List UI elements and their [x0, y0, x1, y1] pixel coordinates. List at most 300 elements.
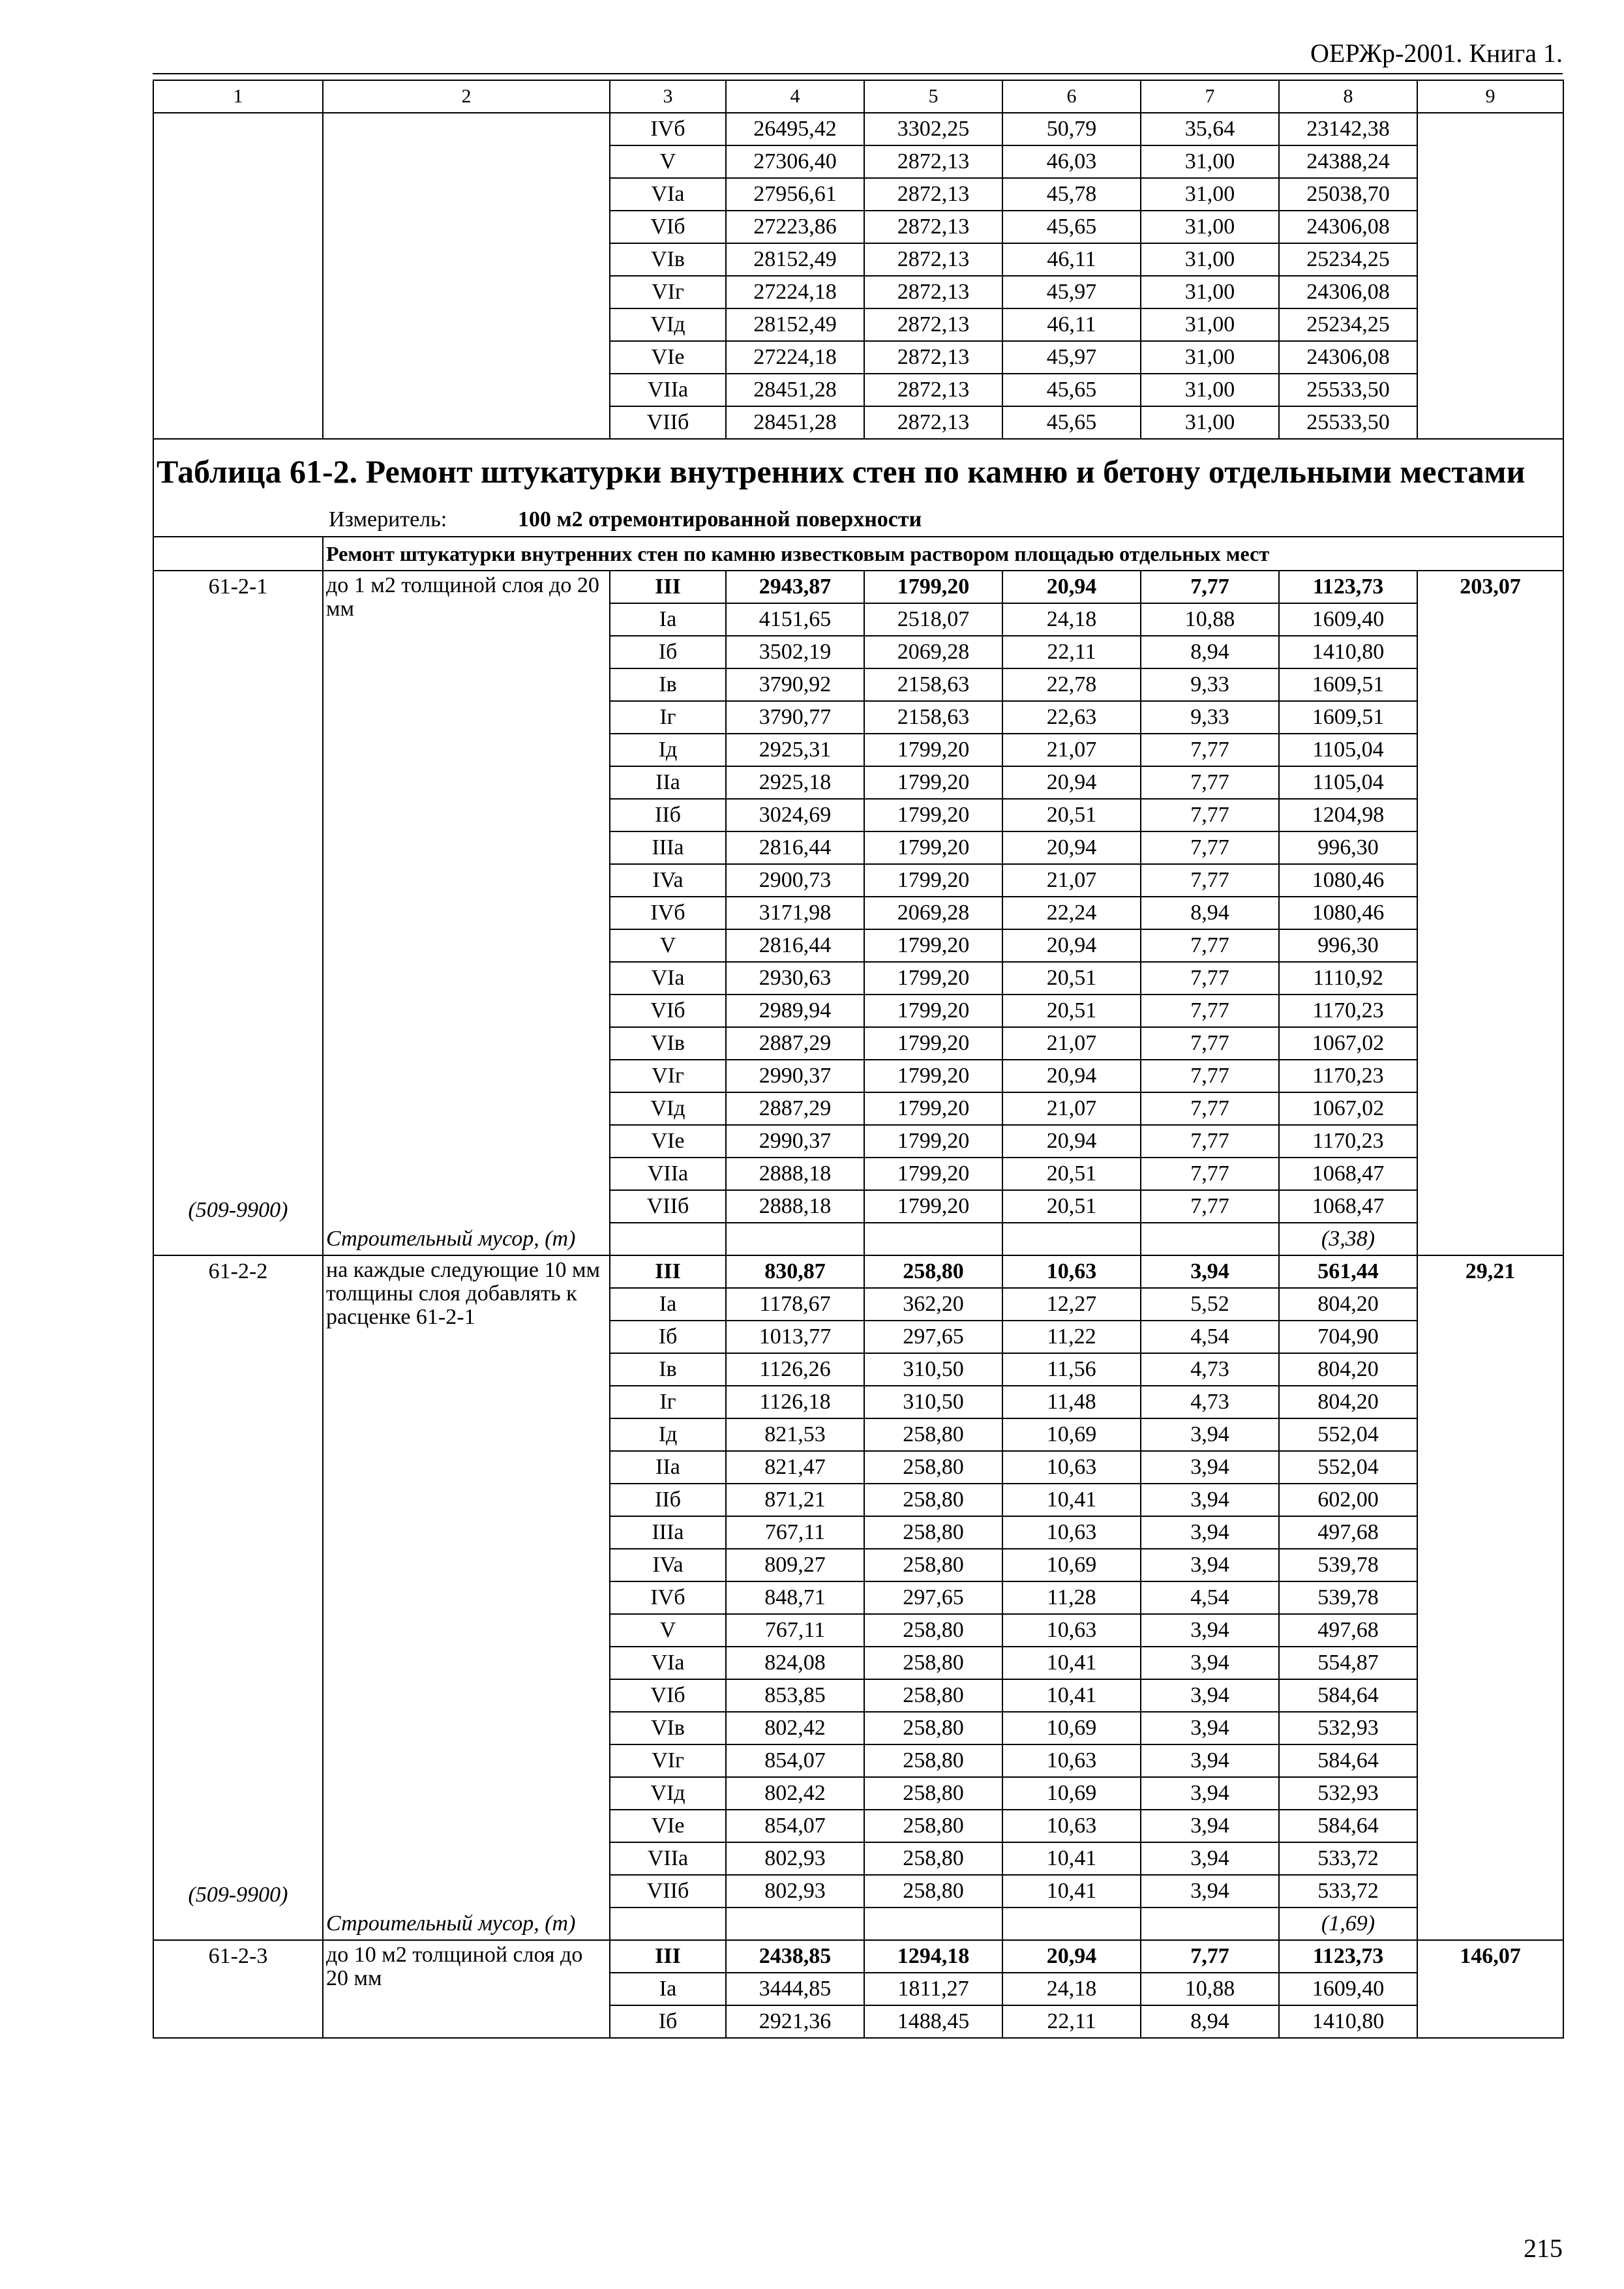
value-cell: 3,94 — [1141, 1255, 1279, 1288]
debris-empty-cell — [610, 1908, 726, 1940]
value-cell: IVб — [610, 897, 726, 929]
value-cell: 7,77 — [1141, 766, 1279, 799]
value-cell: VIe — [610, 1125, 726, 1158]
value-cell: 31,00 — [1141, 211, 1279, 243]
value-cell: 1799,20 — [864, 571, 1002, 603]
value-cell: 3,94 — [1141, 1614, 1279, 1647]
value-cell: VIг — [610, 1060, 726, 1092]
value-cell: Ia — [610, 1288, 726, 1321]
value-cell: 31,00 — [1141, 243, 1279, 276]
value-cell: 1799,20 — [864, 995, 1002, 1027]
value-cell: 24306,08 — [1279, 276, 1417, 308]
value-cell: 3,94 — [1141, 1647, 1279, 1679]
value-cell: 7,77 — [1141, 1190, 1279, 1223]
value-cell: 27224,18 — [726, 276, 864, 308]
total-cell: 203,07 — [1417, 571, 1563, 1255]
column-number-cell: 8 — [1279, 80, 1417, 113]
debris-empty-cell — [1141, 1908, 1279, 1940]
rate-code-wrap — [157, 571, 320, 1251]
value-cell: 3,94 — [1141, 1744, 1279, 1777]
table-title-row — [153, 439, 1563, 503]
value-cell: 1609,40 — [1279, 1973, 1417, 2005]
value-cell: Iб — [610, 2005, 726, 2038]
value-cell: 2887,29 — [726, 1027, 864, 1060]
value-cell: 27223,86 — [726, 211, 864, 243]
value-cell: 2930,63 — [726, 962, 864, 995]
section-title: Ремонт штукатурки внутренних стен по камню известковым раствором площадью отдельных мест — [323, 537, 1563, 571]
value-cell: 2069,28 — [864, 636, 1002, 668]
col9-cell — [1417, 113, 1563, 439]
value-cell: 2872,13 — [864, 308, 1002, 341]
header-rule — [153, 73, 1563, 74]
value-cell: 3,94 — [1141, 1549, 1279, 1581]
value-cell: 533,72 — [1279, 1842, 1417, 1875]
value-cell: 4,73 — [1141, 1353, 1279, 1386]
value-cell: V — [610, 929, 726, 962]
value-cell: 821,53 — [726, 1418, 864, 1451]
value-cell: 1067,02 — [1279, 1092, 1417, 1125]
value-cell: VIб — [610, 1679, 726, 1712]
value-cell: 532,93 — [1279, 1712, 1417, 1744]
value-cell: 497,68 — [1279, 1614, 1417, 1647]
value-cell: 10,63 — [1002, 1516, 1141, 1549]
debris-empty-cell — [726, 1223, 864, 1255]
column-number-cell: 5 — [864, 80, 1002, 113]
value-cell: 1799,20 — [864, 799, 1002, 831]
value-cell: 21,07 — [1002, 734, 1141, 766]
value-cell: VIa — [610, 178, 726, 211]
value-cell: 3171,98 — [726, 897, 864, 929]
value-cell: 3444,85 — [726, 1973, 864, 2005]
value-cell: VIг — [610, 1744, 726, 1777]
section-title-spacer — [153, 537, 323, 571]
value-cell: 2872,13 — [864, 374, 1002, 406]
value-cell: 35,64 — [1141, 113, 1279, 145]
value-cell: 46,03 — [1002, 145, 1141, 178]
value-cell: 7,77 — [1141, 831, 1279, 864]
value-cell: 1799,20 — [864, 766, 1002, 799]
rates-table-container — [153, 80, 1563, 2039]
value-cell: VIe — [610, 341, 726, 374]
value-cell: 1110,92 — [1279, 962, 1417, 995]
value-cell: 10,63 — [1002, 1744, 1141, 1777]
value-cell: IVa — [610, 864, 726, 897]
value-cell: IVa — [610, 1549, 726, 1581]
value-cell: 12,27 — [1002, 1288, 1141, 1321]
value-cell: 31,00 — [1141, 406, 1279, 439]
value-cell: 28152,49 — [726, 308, 864, 341]
value-cell: 1488,45 — [864, 2005, 1002, 2038]
value-cell: VIг — [610, 276, 726, 308]
value-cell: IVб — [610, 113, 726, 145]
table-title: Таблица 61-2. Ремонт штукатурки внутренних стен по камню и бетону отдельными местами — [153, 439, 1563, 503]
value-cell: 1123,73 — [1279, 1940, 1417, 1973]
value-cell: 584,64 — [1279, 1810, 1417, 1842]
value-cell: 1410,80 — [1279, 2005, 1417, 2038]
value-cell: 2872,13 — [864, 406, 1002, 439]
meter-label: Измеритель: — [329, 507, 447, 531]
value-cell: 1105,04 — [1279, 734, 1417, 766]
value-cell: 1170,23 — [1279, 995, 1417, 1027]
value-cell: 2888,18 — [726, 1190, 864, 1223]
value-cell: Iг — [610, 1386, 726, 1418]
value-cell: IIб — [610, 1484, 726, 1516]
value-cell: 3,94 — [1141, 1712, 1279, 1744]
value-cell: 258,80 — [864, 1549, 1002, 1581]
value-cell: 20,51 — [1002, 962, 1141, 995]
value-cell: 853,85 — [726, 1679, 864, 1712]
total-cell: 146,07 — [1417, 1940, 1563, 2038]
value-cell: 2069,28 — [864, 897, 1002, 929]
value-cell: 539,78 — [1279, 1581, 1417, 1614]
value-cell: 24306,08 — [1279, 211, 1417, 243]
value-cell: 2943,87 — [726, 571, 864, 603]
value-cell: 25533,50 — [1279, 374, 1417, 406]
value-cell: 1799,20 — [864, 962, 1002, 995]
value-cell: 46,11 — [1002, 243, 1141, 276]
value-cell: 2872,13 — [864, 178, 1002, 211]
debris-value: (3,38) — [1279, 1223, 1417, 1255]
rate-description: до 10 м2 толщиной слоя до 20 мм — [326, 1943, 583, 1990]
value-cell: 258,80 — [864, 1647, 1002, 1679]
value-cell: 21,07 — [1002, 864, 1141, 897]
value-cell: 1799,20 — [864, 1060, 1002, 1092]
value-cell: VIa — [610, 1647, 726, 1679]
value-cell: 3,94 — [1141, 1679, 1279, 1712]
value-cell: 3,94 — [1141, 1777, 1279, 1810]
value-cell: 22,24 — [1002, 897, 1141, 929]
value-cell: 22,78 — [1002, 668, 1141, 701]
value-cell: 1799,20 — [864, 929, 1002, 962]
value-cell: 45,65 — [1002, 374, 1141, 406]
value-cell: 1123,73 — [1279, 571, 1417, 603]
document-header-title: ОЕРЖр-2001. Книга 1. — [1310, 38, 1563, 68]
value-cell: 1294,18 — [864, 1940, 1002, 1973]
value-cell: III — [610, 1255, 726, 1288]
value-cell: 31,00 — [1141, 178, 1279, 211]
value-cell: 1799,20 — [864, 1092, 1002, 1125]
value-cell: 7,77 — [1141, 929, 1279, 962]
value-cell: 258,80 — [864, 1744, 1002, 1777]
debris-code: (509-9900) — [188, 1883, 288, 1907]
rate-description-wrap — [326, 571, 607, 1251]
value-cell: 533,72 — [1279, 1875, 1417, 1908]
rate-description-wrap — [326, 1941, 607, 2033]
debris-label: Строительный мусор, (т) — [326, 1227, 576, 1251]
value-cell: 50,79 — [1002, 113, 1141, 145]
total-cell: 29,21 — [1417, 1255, 1563, 1940]
value-cell: 3,94 — [1141, 1842, 1279, 1875]
value-cell: 24306,08 — [1279, 341, 1417, 374]
value-cell: Ia — [610, 603, 726, 636]
value-cell: 2925,18 — [726, 766, 864, 799]
value-cell: 31,00 — [1141, 341, 1279, 374]
value-cell: 258,80 — [864, 1255, 1002, 1288]
value-cell: 10,41 — [1002, 1647, 1141, 1679]
meter-value: 100 м2 отремонтированной поверхности — [518, 507, 922, 531]
rate-description-wrap — [326, 1256, 607, 1936]
value-cell: 1799,20 — [864, 831, 1002, 864]
value-cell: 1013,77 — [726, 1321, 864, 1353]
value-cell: 258,80 — [864, 1777, 1002, 1810]
value-cell: 824,08 — [726, 1647, 864, 1679]
value-cell: 1799,20 — [864, 1158, 1002, 1190]
value-cell: 1080,46 — [1279, 864, 1417, 897]
value-cell: 996,30 — [1279, 831, 1417, 864]
value-cell: 11,48 — [1002, 1386, 1141, 1418]
value-cell: IIIa — [610, 831, 726, 864]
value-cell: 3,94 — [1141, 1810, 1279, 1842]
value-cell: 2900,73 — [726, 864, 864, 897]
value-cell: 2872,13 — [864, 145, 1002, 178]
value-cell: VIв — [610, 243, 726, 276]
value-cell: 24,18 — [1002, 1973, 1141, 2005]
value-cell: 552,04 — [1279, 1418, 1417, 1451]
value-cell: 11,28 — [1002, 1581, 1141, 1614]
value-cell: Iв — [610, 1353, 726, 1386]
value-cell: 7,77 — [1141, 864, 1279, 897]
value-cell: 1080,46 — [1279, 897, 1417, 929]
column-number-cell: 2 — [323, 80, 610, 113]
debris-empty-cell — [1002, 1223, 1141, 1255]
value-cell: 7,77 — [1141, 734, 1279, 766]
value-cell: 2872,13 — [864, 211, 1002, 243]
value-cell: 25533,50 — [1279, 406, 1417, 439]
value-cell: 767,11 — [726, 1614, 864, 1647]
debris-empty-cell — [1141, 1223, 1279, 1255]
value-cell: 10,41 — [1002, 1484, 1141, 1516]
value-cell: 1105,04 — [1279, 766, 1417, 799]
value-cell: 854,07 — [726, 1744, 864, 1777]
value-cell: 7,77 — [1141, 1940, 1279, 1973]
value-cell: 3790,92 — [726, 668, 864, 701]
value-cell: 532,93 — [1279, 1777, 1417, 1810]
value-cell: 1799,20 — [864, 1125, 1002, 1158]
debris-empty-cell — [864, 1908, 1002, 1940]
value-cell: 5,52 — [1141, 1288, 1279, 1321]
value-cell: IIa — [610, 1451, 726, 1484]
value-cell: VIe — [610, 1810, 726, 1842]
value-cell: 2989,94 — [726, 995, 864, 1027]
value-cell: 24,18 — [1002, 603, 1141, 636]
debris-empty-cell — [864, 1223, 1002, 1255]
debris-empty-cell — [610, 1223, 726, 1255]
value-cell: 22,11 — [1002, 2005, 1141, 2038]
value-cell: 27224,18 — [726, 341, 864, 374]
value-cell: 20,94 — [1002, 766, 1141, 799]
value-cell: 46,11 — [1002, 308, 1141, 341]
value-cell: 4,54 — [1141, 1581, 1279, 1614]
value-cell: 561,44 — [1279, 1255, 1417, 1288]
value-cell: 10,63 — [1002, 1810, 1141, 1842]
value-cell: 554,87 — [1279, 1647, 1417, 1679]
value-cell: 11,22 — [1002, 1321, 1141, 1353]
value-cell: 2921,36 — [726, 2005, 864, 2038]
value-cell: VIIб — [610, 406, 726, 439]
value-cell: 258,80 — [864, 1418, 1002, 1451]
value-cell: VIд — [610, 308, 726, 341]
rate-code-cell — [153, 1940, 323, 2038]
page-number: 215 — [1524, 2234, 1563, 2263]
value-cell: 258,80 — [864, 1614, 1002, 1647]
value-cell: 10,41 — [1002, 1875, 1141, 1908]
value-cell: 20,94 — [1002, 831, 1141, 864]
value-cell: 9,33 — [1141, 668, 1279, 701]
value-cell: VIд — [610, 1777, 726, 1810]
value-cell: 258,80 — [864, 1875, 1002, 1908]
value-cell: 1799,20 — [864, 1190, 1002, 1223]
value-cell: 2887,29 — [726, 1092, 864, 1125]
value-cell: 22,11 — [1002, 636, 1141, 668]
value-cell: 10,69 — [1002, 1418, 1141, 1451]
value-cell: VIд — [610, 1092, 726, 1125]
value-cell: 10,69 — [1002, 1549, 1141, 1581]
value-cell: 20,94 — [1002, 1125, 1141, 1158]
value-cell: VIIa — [610, 1158, 726, 1190]
rate-code: 61-2-1 — [208, 575, 268, 599]
value-cell: 31,00 — [1141, 145, 1279, 178]
value-cell: 297,65 — [864, 1581, 1002, 1614]
value-cell: 20,94 — [1002, 1060, 1141, 1092]
value-cell: 497,68 — [1279, 1516, 1417, 1549]
value-cell: 24388,24 — [1279, 145, 1417, 178]
column-number-cell: 9 — [1417, 80, 1563, 113]
meter-row — [153, 503, 1563, 537]
value-cell: 3302,25 — [864, 113, 1002, 145]
value-cell: 7,77 — [1141, 571, 1279, 603]
value-cell: VIб — [610, 995, 726, 1027]
table-row — [153, 1940, 1563, 1973]
value-cell: 23142,38 — [1279, 113, 1417, 145]
column-number-cell: 1 — [153, 80, 323, 113]
value-cell: VIa — [610, 962, 726, 995]
value-cell: 10,63 — [1002, 1255, 1141, 1288]
value-cell: 2888,18 — [726, 1158, 864, 1190]
debris-label: Строительный мусор, (т) — [326, 1911, 576, 1936]
value-cell: 25038,70 — [1279, 178, 1417, 211]
value-cell: 10,69 — [1002, 1777, 1141, 1810]
value-cell: 45,78 — [1002, 178, 1141, 211]
value-cell: 10,41 — [1002, 1679, 1141, 1712]
value-cell: 704,90 — [1279, 1321, 1417, 1353]
column-number-cell: 6 — [1002, 80, 1141, 113]
value-cell: 20,51 — [1002, 799, 1141, 831]
value-cell: 2925,31 — [726, 734, 864, 766]
value-cell: 7,77 — [1141, 1158, 1279, 1190]
value-cell: 809,27 — [726, 1549, 864, 1581]
value-cell: 3024,69 — [726, 799, 864, 831]
value-cell: 3790,77 — [726, 701, 864, 734]
rate-description: на каждые следующие 10 мм толщины слоя добавлять к расценке 61-2-1 — [326, 1258, 601, 1329]
rate-code: 61-2-3 — [208, 1944, 268, 1968]
rate-code-cell — [153, 571, 323, 1255]
value-cell: 10,69 — [1002, 1712, 1141, 1744]
value-cell: 1126,26 — [726, 1353, 864, 1386]
rate-description-cell — [323, 571, 610, 1255]
value-cell: 1178,67 — [726, 1288, 864, 1321]
value-cell: 10,88 — [1141, 603, 1279, 636]
value-cell: 821,47 — [726, 1451, 864, 1484]
value-cell: 7,77 — [1141, 1060, 1279, 1092]
value-cell: 2990,37 — [726, 1060, 864, 1092]
value-cell: 258,80 — [864, 1810, 1002, 1842]
value-cell: III — [610, 571, 726, 603]
value-cell: 2872,13 — [864, 243, 1002, 276]
value-cell: 802,93 — [726, 1842, 864, 1875]
value-cell: IIIa — [610, 1516, 726, 1549]
meter-cell — [153, 503, 1563, 537]
value-cell: 310,50 — [864, 1353, 1002, 1386]
value-cell: Iд — [610, 734, 726, 766]
value-cell: VIIб — [610, 1875, 726, 1908]
section-title-row — [153, 537, 1563, 571]
value-cell: 31,00 — [1141, 374, 1279, 406]
value-cell: 21,07 — [1002, 1027, 1141, 1060]
value-cell: 1609,40 — [1279, 603, 1417, 636]
debris-code: (509-9900) — [188, 1198, 288, 1222]
value-cell: 21,07 — [1002, 1092, 1141, 1125]
value-cell: 10,63 — [1002, 1614, 1141, 1647]
value-cell: 871,21 — [726, 1484, 864, 1516]
value-cell: 7,77 — [1141, 995, 1279, 1027]
value-cell: 1799,20 — [864, 864, 1002, 897]
value-cell: 802,42 — [726, 1712, 864, 1744]
value-cell: VIIa — [610, 1842, 726, 1875]
value-cell: 20,94 — [1002, 929, 1141, 962]
value-cell: IIб — [610, 799, 726, 831]
value-cell: 7,77 — [1141, 962, 1279, 995]
value-cell: 1204,98 — [1279, 799, 1417, 831]
value-cell: 20,94 — [1002, 571, 1141, 603]
value-cell: 2816,44 — [726, 831, 864, 864]
value-cell: VIв — [610, 1027, 726, 1060]
debris-empty-cell — [1002, 1908, 1141, 1940]
value-cell: 848,71 — [726, 1581, 864, 1614]
value-cell: 1170,23 — [1279, 1125, 1417, 1158]
table-row — [153, 113, 1563, 145]
value-cell: 258,80 — [864, 1516, 1002, 1549]
value-cell: 3502,19 — [726, 636, 864, 668]
table-row — [153, 571, 1563, 603]
value-cell: 2990,37 — [726, 1125, 864, 1158]
value-cell: 9,33 — [1141, 701, 1279, 734]
value-cell: 2872,13 — [864, 276, 1002, 308]
value-cell: 25234,25 — [1279, 308, 1417, 341]
value-cell: 258,80 — [864, 1679, 1002, 1712]
value-cell: 11,56 — [1002, 1353, 1141, 1386]
debris-value: (1,69) — [1279, 1908, 1417, 1940]
value-cell: 1068,47 — [1279, 1190, 1417, 1223]
value-cell: 804,20 — [1279, 1386, 1417, 1418]
value-cell: VIIa — [610, 374, 726, 406]
value-cell: IVб — [610, 1581, 726, 1614]
value-cell: 26495,42 — [726, 113, 864, 145]
value-cell: Iд — [610, 1418, 726, 1451]
value-cell: 28451,28 — [726, 406, 864, 439]
value-cell: 1068,47 — [1279, 1158, 1417, 1190]
value-cell: 1811,27 — [864, 1973, 1002, 2005]
value-cell: Iб — [610, 1321, 726, 1353]
rates-table — [153, 80, 1564, 2039]
value-cell: 1799,20 — [864, 1027, 1002, 1060]
value-cell: 10,63 — [1002, 1451, 1141, 1484]
value-cell: 802,93 — [726, 1875, 864, 1908]
value-cell: 31,00 — [1141, 276, 1279, 308]
value-cell: 1609,51 — [1279, 668, 1417, 701]
value-cell: 28152,49 — [726, 243, 864, 276]
value-cell: IIa — [610, 766, 726, 799]
rate-code: 61-2-2 — [208, 1259, 268, 1283]
